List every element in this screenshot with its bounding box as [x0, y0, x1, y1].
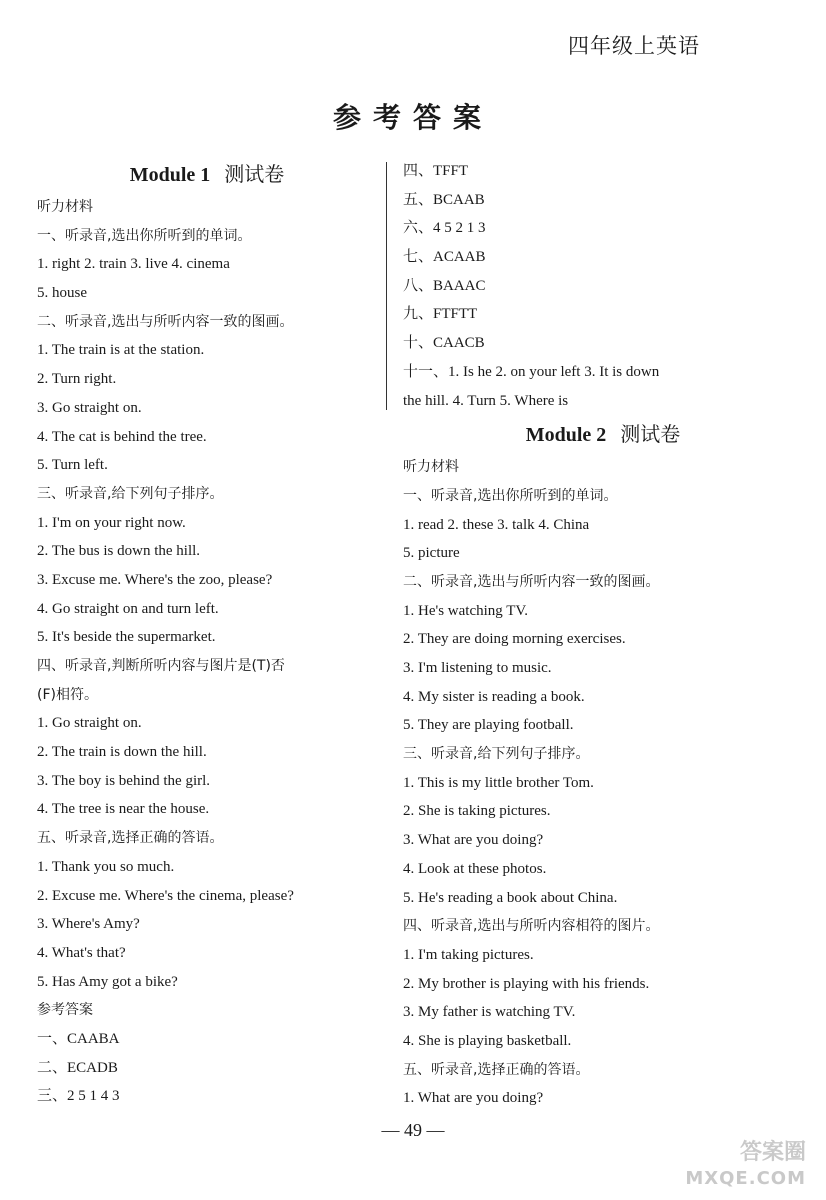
text-line: 3. Excuse me. Where's the zoo, please?: [37, 571, 273, 588]
text-line: 2. My brother is playing with his friends.: [403, 975, 650, 992]
module-2-subtitle: 测试卷: [620, 422, 681, 447]
module-2-content: [403, 453, 803, 1113]
module-2-name: Module 2: [525, 424, 607, 447]
text-line: 听力材料: [37, 199, 93, 215]
text-line: 5. It's beside the supermarket.: [37, 629, 216, 646]
text-line: 5. house: [37, 285, 87, 302]
right-column: [403, 157, 803, 1113]
text-line: 一、CAABA: [37, 1030, 120, 1047]
text-line: 5. Has Amy got a bike?: [37, 973, 178, 990]
text-line: 3. My father is watching TV.: [403, 1004, 576, 1021]
text-line: 六、4 5 2 1 3: [403, 220, 486, 237]
page-number: — 49 —: [381, 1120, 445, 1140]
text-line: 二、听录音,选出与所听内容一致的图画。: [37, 313, 294, 330]
text-line: 4. She is playing basketball.: [403, 1032, 572, 1049]
text-line: 二、ECADB: [37, 1059, 118, 1076]
text-line: 3. I'm listening to music.: [403, 660, 552, 676]
text-line: 4. Look at these photos.: [403, 860, 547, 877]
text-line: 五、听录音,选择正确的答语。: [37, 830, 224, 847]
text-line: 1. What are you doing?: [403, 1090, 544, 1107]
page-title: 参考答案: [332, 101, 493, 134]
text-line: 4. My sister is reading a book.: [403, 688, 585, 705]
text-line: 三、听录音,给下列句子排序。: [403, 746, 590, 763]
module-2-title: [403, 415, 803, 453]
text-line: 4. The tree is near the house.: [37, 801, 210, 818]
text-line: 四、TFFT: [403, 163, 469, 179]
text-line: 5. They are playing football.: [403, 717, 574, 734]
text-line: 5. He's reading a book about China.: [403, 889, 618, 906]
text-line: 一、听录音,选出你所听到的单词。: [37, 227, 252, 244]
text-line: 4. What's that?: [37, 944, 126, 961]
watermark: [685, 1140, 806, 1192]
text-line: 1. read 2. these 3. talk 4. China: [403, 516, 590, 533]
text-line: 十一、1. Is he 2. on your left 3. It is down: [403, 363, 660, 380]
text-line: 1. right 2. train 3. live 4. cinema: [37, 256, 230, 273]
text-line: 1. He's watching TV.: [403, 602, 529, 619]
column-divider: [386, 162, 387, 410]
text-line: 五、BCAAB: [403, 191, 485, 208]
module-1-name: Module 1: [129, 164, 211, 186]
text-line: 1. This is my little brother Tom.: [403, 774, 594, 791]
text-line: 5. picture: [403, 545, 460, 562]
text-line: 2. She is taking pictures.: [403, 803, 551, 820]
text-line: 2. The train is down the hill.: [37, 744, 207, 761]
text-line: 五、听录音,选择正确的答语。: [403, 1061, 590, 1078]
watermark-brand: 答案圈: [739, 1140, 806, 1165]
text-line: 1. I'm taking pictures.: [403, 946, 534, 963]
text-line: 2. Excuse me. Where's the cinema, please?: [37, 887, 294, 904]
text-line: 3. Go straight on.: [37, 399, 142, 416]
text-line: 1. Thank you so much.: [37, 858, 175, 875]
text-line: 3. What are you doing?: [403, 832, 544, 849]
text-line: 参考答案: [37, 1002, 93, 1019]
text-line: 4. The cat is behind the tree.: [37, 428, 207, 445]
module-1-answers-cont: [403, 157, 803, 415]
module-1-content: [37, 193, 377, 1111]
text-line: 1. The train is at the station.: [37, 342, 205, 359]
text-line: 5. Turn left.: [37, 457, 108, 474]
module-1-title: [37, 155, 377, 193]
text-line: 2. They are doing morning exercises.: [403, 631, 626, 648]
text-line: 四、听录音,选出与所听内容相符的图片。: [403, 918, 660, 935]
text-line: 九、FTFTT: [403, 306, 478, 323]
text-line: 3. Where's Amy?: [37, 916, 140, 933]
text-line: the hill. 4. Turn 5. Where is: [403, 392, 569, 409]
watermark-url: MXQE.COM: [685, 1168, 806, 1189]
text-line: 2. Turn right.: [37, 371, 117, 388]
text-line: 二、听录音,选出与所听内容一致的图画。: [403, 573, 660, 590]
text-line: 听力材料: [403, 459, 459, 476]
text-line: 1. Go straight on.: [37, 715, 142, 732]
text-line: 2. The bus is down the hill.: [37, 543, 201, 560]
text-line: 三、2 5 1 4 3: [37, 1088, 120, 1105]
page-header: 四年级上英语: [568, 34, 700, 58]
text-line: 1. I'm on your right now.: [37, 514, 186, 531]
text-line: 三、听录音,给下列句子排序。: [37, 485, 224, 502]
left-column: [37, 155, 377, 1111]
text-line: 3. The boy is behind the girl.: [37, 772, 211, 789]
text-line: 一、听录音,选出你所听到的单词。: [403, 487, 618, 504]
module-1-subtitle: 测试卷: [224, 162, 285, 186]
text-line: 七、ACAAB: [403, 249, 486, 266]
text-line: (F)相符。: [37, 686, 98, 703]
text-line: 四、听录音,判断所听内容与图片是(T)否: [37, 658, 285, 674]
text-line: 4. Go straight on and turn left.: [37, 600, 219, 617]
text-line: 十、CAACB: [403, 335, 485, 352]
text-line: 八、BAAAC: [403, 277, 486, 294]
